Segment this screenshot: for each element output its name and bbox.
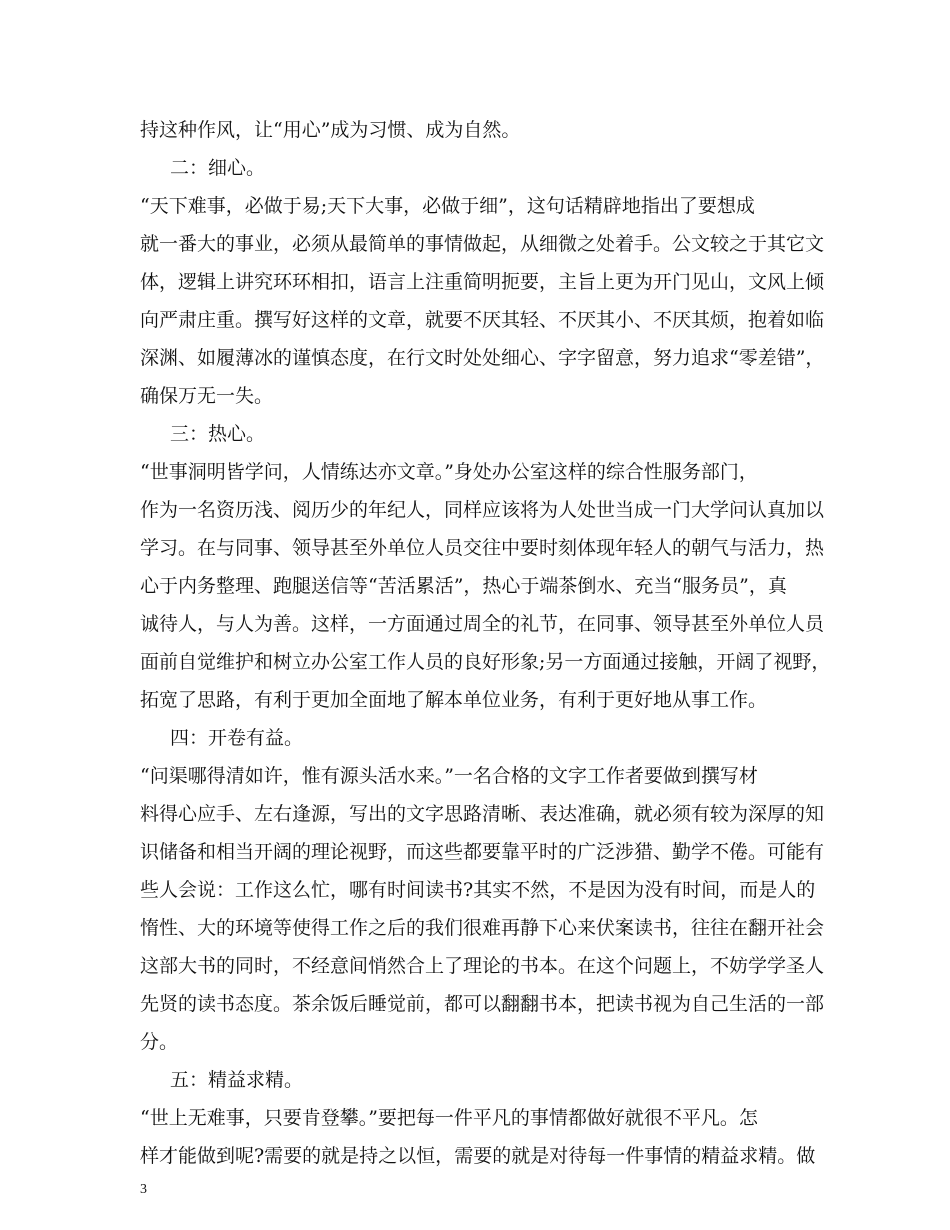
paragraph-line: 些人会说：工作这么忙，哪有时间读书?其实不然，不是因为没有时间，而是人的: [140, 879, 816, 901]
paragraph-line: 识储备和相当开阔的理论视野，而这些都要靠平时的广泛涉猎、勤学不倦。可能有: [140, 841, 825, 863]
paragraph-line: 料得心应手、左右逢源，写出的文字思路清晰、表达准确，就必须有较为深厚的知: [140, 803, 825, 825]
paragraph-line: “世事洞明皆学问，人情练达亦文章。”身处办公室这样的综合性服务部门，: [140, 461, 758, 483]
paragraph-line: 确保万无一失。: [140, 385, 274, 407]
section-heading: 三：热心。: [170, 423, 266, 445]
paragraph-line: 惰性、大的环境等使得工作之后的我们很难再静下心来伏案读书，往往在翻开社会: [140, 917, 825, 939]
section-heading: 四：开卷有益。: [170, 727, 304, 749]
paragraph-line: 样才能做到呢?需要的就是持之以恒，需要的就是对待每一件事情的精益求精。做: [140, 1145, 816, 1167]
paragraph-line: 先贤的读书态度。茶余饭后睡觉前，都可以翻翻书本，把读书视为自己生活的一部: [140, 993, 825, 1015]
paragraph-line: 面前自觉维护和树立办公室工作人员的良好形象;另一方面通过接触，开阔了视野，: [140, 651, 831, 673]
paragraph-line: “世上无难事，只要肯登攀。”要把每一件平凡的事情都做好就很不平凡。怎: [140, 1107, 758, 1129]
paragraph-line: 拓宽了思路，有利于更加全面地了解本单位业务，有利于更好地从事工作。: [140, 689, 768, 711]
page-number: 3: [140, 1182, 147, 1197]
section-heading: 五：精益求精。: [170, 1069, 304, 1091]
paragraph-line: 分。: [140, 1031, 179, 1053]
paragraph-line: 作为一名资历浅、阅历少的年纪人，同样应该将为人处世当成一门大学问认真加以: [140, 499, 825, 521]
paragraph-line: “问渠哪得清如许，惟有源头活水来。”一名合格的文字工作者要做到撰写材: [140, 765, 758, 787]
paragraph-line: 诚待人，与人为善。这样，一方面通过周全的礼节，在同事、领导甚至外单位人员: [140, 613, 825, 635]
paragraph-line: 持这种作风，让“用心”成为习惯、成为自然。: [140, 119, 521, 141]
paragraph-line: 这部大书的同时，不经意间悄然合上了理论的书本。在这个问题上，不妨学学圣人: [140, 955, 825, 977]
paragraph-line: 体，逻辑上讲究环环相扣，语言上注重简明扼要，主旨上更为开门见山，文风上倾: [140, 271, 825, 293]
section-heading: 二：细心。: [170, 157, 266, 179]
paragraph-line: 向严肃庄重。撰写好这样的文章，就要不厌其轻、不厌其小、不厌其烦，抱着如临: [140, 309, 825, 331]
paragraph-line: “天下难事，必做于易;天下大事，必做于细”，这句话精辟地指出了要想成: [140, 195, 755, 217]
paragraph-line: 就一番大的事业，必须从最简单的事情做起，从细微之处着手。公文较之于其它文: [140, 233, 825, 255]
paragraph-line: 心于内务整理、跑腿送信等“苦活累活”，热心于端茶倒水、充当“服务员”，真: [140, 575, 787, 597]
paragraph-line: 学习。在与同事、领导甚至外单位人员交往中要时刻体现年轻人的朝气与活力，热: [140, 537, 825, 559]
paragraph-line: 深渊、如履薄冰的谨慎态度，在行文时处处细心、字字留意，努力追求“零差错”，: [140, 347, 825, 369]
